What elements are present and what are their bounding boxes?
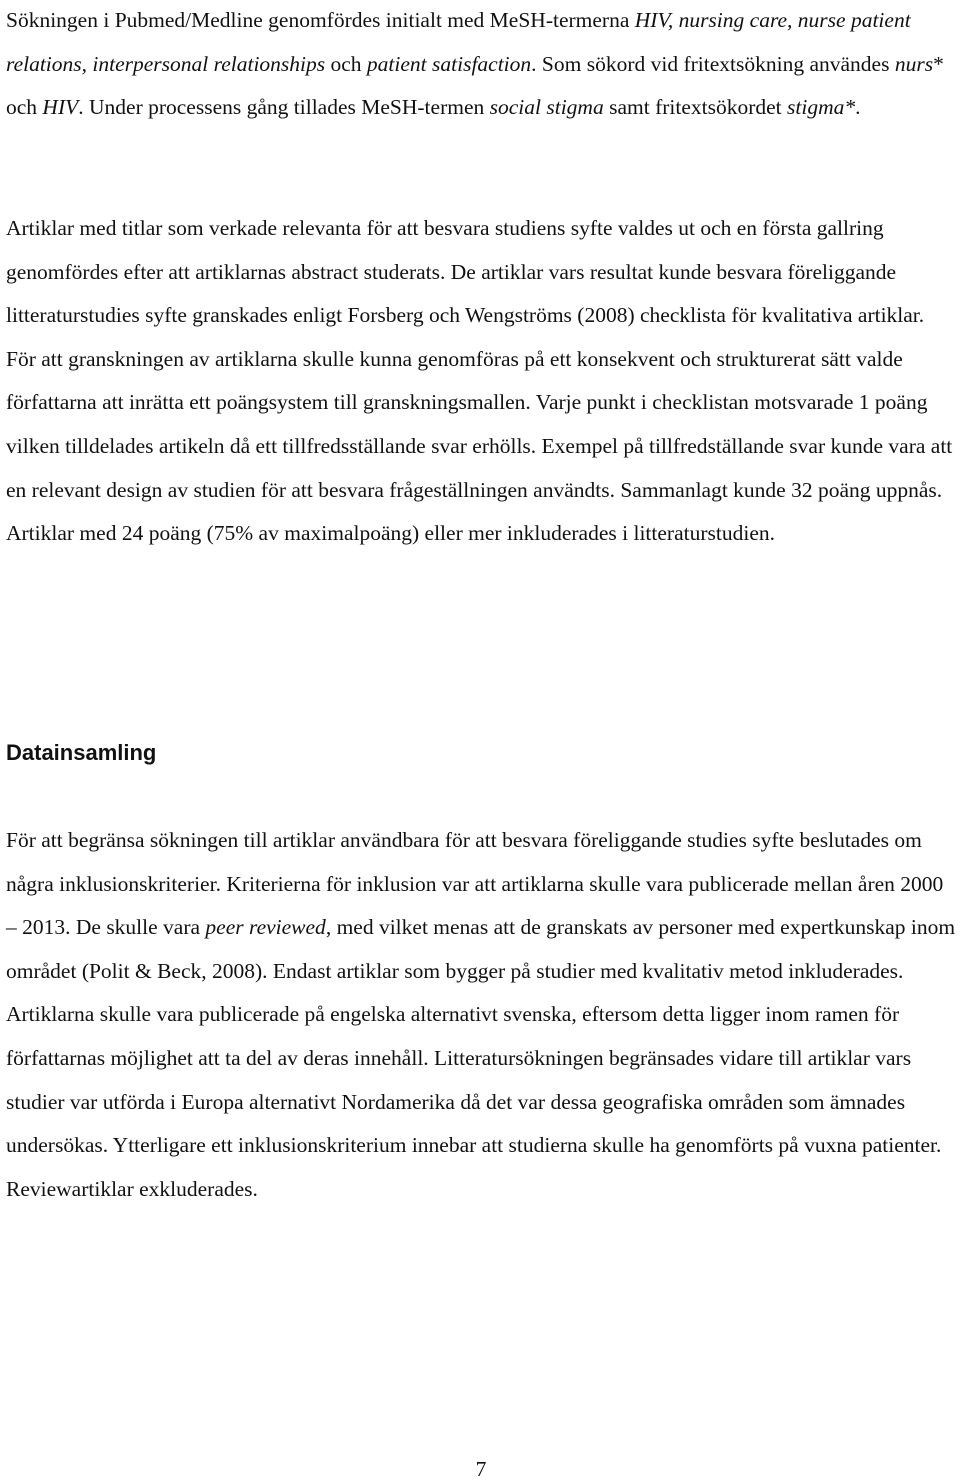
italic-term: HIV, nursing care, nurse patient relations, interpersonal relationships bbox=[6, 8, 911, 76]
italic-term: stigma* bbox=[787, 95, 856, 120]
italic-term: HIV bbox=[42, 95, 79, 120]
text-run: och bbox=[325, 51, 367, 76]
italic-term: peer reviewed bbox=[205, 915, 326, 940]
italic-term: social stigma bbox=[489, 95, 604, 120]
text-run: , med vilket menas att de granskats av personer med expertkunskap inom området (Polit & Beck, 2008). Endast artiklar som bygger på studier med kvalitativ metod inkluderades. Artiklarna skulle vara publicerade på engelska alternativt svenska, eftersom detta ligger inom ramen för författarnas möjlighet att ta del av deras innehåll. Litteratursökningen begränsades vidare till artiklar vars studier var utförda i Europa alternativt Nordamerika då det var dessa geografiska områden som ämnades undersökas. Ytterligare ett inklusionskriterium innebar att studierna skulle ha genomförts på vuxna patienter. Reviewartiklar exkluderades. bbox=[6, 915, 956, 1201]
italic-term: nurs bbox=[894, 51, 934, 76]
paragraph-inclusion-criteria bbox=[6, 819, 956, 1211]
text-run: För att begränsa sökningen till artiklar användbara för att besvara föreliggande studies syfte beslutades om några inklusionskriterier. Kriterierna för inklusion var att artiklarna skulle vara publicerade mellan åren 2000 – 2013. De skulle vara bbox=[6, 828, 944, 940]
italic-term: patient satisfaction bbox=[366, 51, 532, 76]
text-run: . Under processens gång tillades MeSH-termen bbox=[78, 95, 490, 120]
text-run: * och bbox=[6, 51, 944, 120]
text-run: . Som sökord vid fritextsökning användes bbox=[531, 51, 895, 76]
paragraph-search-terms bbox=[6, 0, 946, 130]
page-number: 7 bbox=[475, 1457, 487, 1481]
text-run: samt fritextsökordet bbox=[603, 95, 788, 120]
document-page bbox=[6, 0, 956, 1483]
text-run: . bbox=[855, 95, 861, 120]
section-heading: Datainsamling bbox=[6, 740, 157, 765]
text-run: Sökningen i Pubmed/Medline genomfördes initialt med MeSH-termerna bbox=[6, 8, 635, 32]
paragraph-article-selection: Artiklar med titlar som verkade relevanta för att besvara studiens syfte valdes ut och en första gallring genomfördes efter att artiklarnas abstract studerats. De artiklar vars resultat kunde besvara föreliggande litteraturstudies syfte granskades enligt Forsberg och Wengströms (2008) checklista för kvalitativa artiklar. För att granskningen av artiklarna skulle kunna genomföras på ett konsekvent och strukturerat sätt valde författarna att inrätta ett poängsystem till granskningsmallen. Varje punkt i checklistan motsvarade 1 poäng vilken tilldelades artikeln då ett tillfredsställande svar erhölls. Exempel på tillfredställande svar kunde vara att en relevant design av studien för att besvara frågeställningen användts. Sammanlagt kunde 32 poäng uppnås. Artiklar med 24 poäng (75% av maximalpoäng) eller mer inkluderades i litteraturstudien. bbox=[6, 216, 953, 546]
